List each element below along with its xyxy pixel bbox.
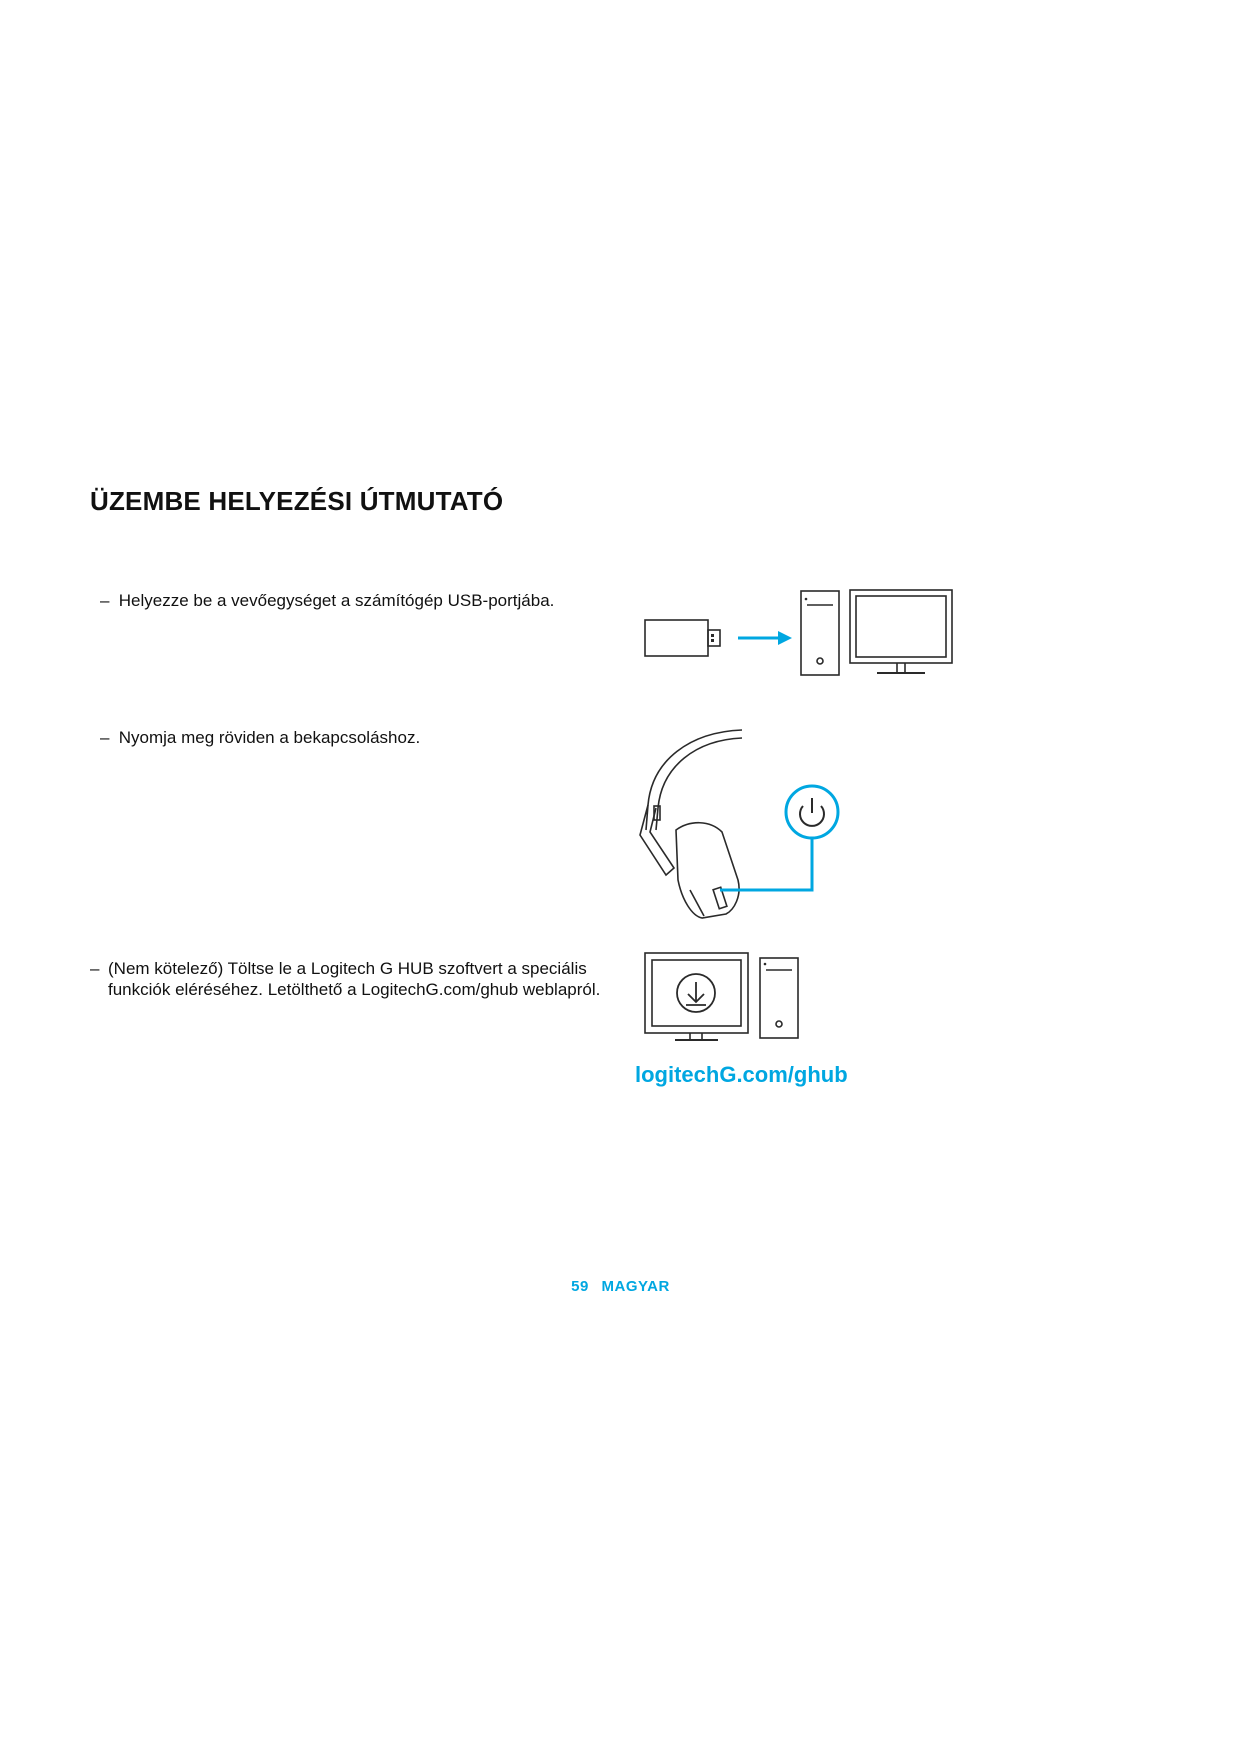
step-text: Nyomja meg röviden a bekapcsoláshoz. — [118, 728, 421, 747]
arrow-right-icon — [738, 631, 792, 645]
download-software-illustration — [640, 950, 810, 1050]
step-3 — [90, 958, 648, 1000]
page-title: ÜZEMBE HELYEZÉSI ÚTMUTATÓ — [90, 486, 504, 516]
step-text: (Nem kötelező) Töltse le a Logitech G HUB szoftvert a speciális funkciók eléréséhez. Letölthető a LogitechG.com/ghub weblapról. — [108, 959, 601, 999]
step-dash: – — [100, 728, 110, 747]
step-2 — [100, 727, 420, 748]
step-text: Helyezze be a vevőegységet a számítógép USB-portjába. — [118, 591, 555, 610]
power-icon — [720, 786, 838, 890]
desktop-tower-icon — [801, 591, 839, 675]
footer-language: MAGYAR — [601, 1278, 670, 1295]
usb-to-computer-illustration — [640, 585, 970, 685]
page-footer — [0, 1278, 1241, 1295]
page-number: 59 — [571, 1278, 589, 1295]
ghub-url-link[interactable]: logitechG.com/ghub — [635, 1062, 848, 1087]
step-dash: – — [90, 959, 100, 978]
step-dash: – — [100, 591, 110, 610]
usb-receiver-icon — [645, 620, 720, 656]
monitor-icon — [850, 590, 952, 673]
download-icon — [677, 974, 715, 1012]
step-1 — [100, 590, 554, 611]
desktop-tower-icon — [760, 958, 798, 1038]
headset-power-illustration — [630, 720, 850, 940]
